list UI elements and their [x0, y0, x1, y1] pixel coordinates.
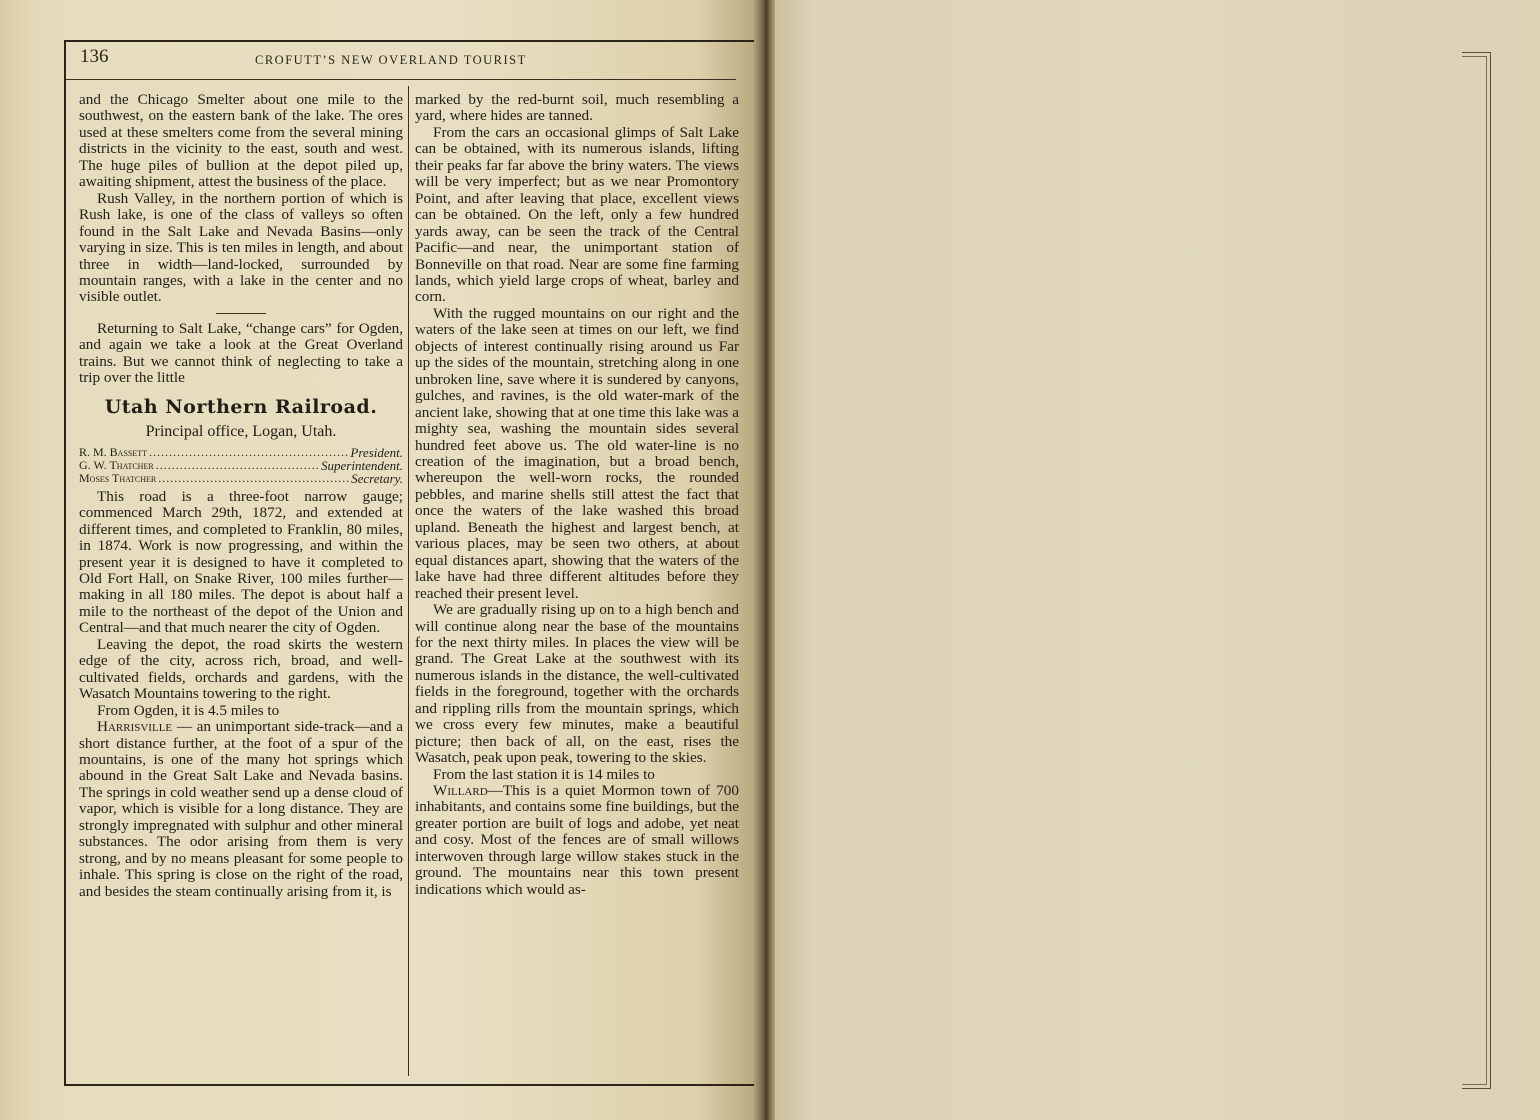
leader-dots — [156, 459, 319, 472]
officer-role: Secretary. — [351, 470, 403, 486]
paragraph: From the last station it is 14 miles to — [433, 765, 655, 783]
page-border-bottom — [64, 1084, 752, 1085]
page-number: 136 — [80, 46, 109, 67]
officer-row — [79, 472, 403, 485]
paragraph: With the rugged mountains on our right and the waters of the lake seen at times on our left, we find objects of interest continually rising around us Far up the sides of the mountain, stretching along in one unbroken line, save where it is sundered by canyons, gulches, and ravines, is the old water-mark of the ancient lake, showing that at one time this lake was a mighty sea, washing the mountain sides several hundred feet above us. The old water-line is no creation of the imagination, but a broad bench, whereupon the well-worn rocks, the rounded pebbles, and marine shells still attest the fact that once the waters of the lake washed this broad upland. Beneath the highest and largest bench, at various places, may be seen two others, at about equal distances apart, showing that the waters of the lake have had three different altitudes before they reached their present level. — [415, 304, 739, 602]
header-rule — [66, 79, 736, 80]
officer-row — [79, 459, 403, 472]
paragraph: We are gradually rising up on to a high bench and will continue along near the base of the mountains for the next thirty miles. In places the view will be grand. The Great Lake at the southwest with its numerous islands in the distance, the well-cultivated fields in the foreground, together with the orchards and rippling rills from the mountain springs, which we cross every few minutes, make a beautiful picture; then back of all, on the east, rises the Wasatch, peak upon peak, towering to the skies. — [415, 601, 739, 767]
left-column — [79, 92, 403, 900]
paragraph: Leaving the depot, the road skirts the western edge of the city, across rich, broad, and well-cultivated fields, orchards and gardens, with the Wasatch Mountains towering to the right. — [79, 635, 403, 703]
leader-dots — [158, 472, 349, 485]
section-divider — [216, 313, 266, 314]
officer-role: Superintendent. — [321, 457, 403, 473]
station-name: Harrisville — [97, 718, 173, 736]
railroad-title: Utah Northern Railroad. — [104, 395, 378, 418]
officer-role: President. — [350, 444, 403, 460]
officer-row — [79, 446, 403, 459]
paragraph-text: —This is a quiet Mormon town of 700 inhabitants, and contains some fine buildings, but the greater portion are built of logs and adobe, yet neat and cosy. Most of the fences are of small willows interwoven through large willow stakes stuck in the ground. The mountains near this town present indications which would as- — [415, 782, 739, 898]
right-column — [415, 92, 739, 898]
officers-list — [79, 446, 403, 485]
leader-dots — [149, 446, 348, 459]
right-page-frame-inner — [1462, 56, 1487, 1085]
paragraph: Returning to Salt Lake, “change cars” for Ogden, and again we take a look at the Great Overland trains. But we cannot think of neglecting to take a trip over the little — [79, 319, 403, 387]
paragraph: Rush Valley, in the northern portion of which is Rush lake, is one of the class of valleys so often found in the Salt Lake and Nevada Basins—only varying in size. This is ten miles in length, and about three in width—land-locked, surrounded by mountain ranges, with a lake in the center and no visible outlet. — [79, 189, 403, 306]
paragraph: This road is a three-foot narrow gauge; commenced March 29th, 1872, and extended at different times, and completed to Franklin, 80 miles, in 1874. Work is now progressing, and within the present year it is designed to have it completed to Old Fort Hall, on Snake River, 100 miles further—making in all 180 miles. The depot is about half a mile to the northeast of the depot of the Union and Central—and that much nearer the city of Ogden. — [79, 487, 403, 637]
officer-name: G. W. Thatcher — [79, 457, 154, 472]
running-head: CROFUTT’S NEW OVERLAND TOURIST — [255, 53, 527, 67]
officer-name: R. M. Bassett — [79, 444, 148, 459]
right-page-blank — [775, 0, 1540, 1120]
officer-name: Moses Thatcher — [79, 470, 157, 485]
station-name: Willard — [433, 782, 488, 800]
paragraph: From the cars an occasional glimps of Salt Lake can be obtained, with its numerous islands, lifting their peaks far far above the briny waters. The views will be very imperfect; but as we near Promontory Point, and after leaving that place, excellent views can be obtained. On the left, only a few hundred yards away, can be seen the track of the Central Pacific—and near, the unimportant station of Bonneville on that road. Near are some fine farming lands, which yield large crops of wheat, barley and corn. — [415, 123, 739, 306]
page-header — [80, 46, 735, 68]
paragraph-text: — an unimportant side-track—and a short distance further, at the foot of a spur of the mountains, is one of the many hot springs which abound in the Great Salt Lake and Nevada basins. The springs in cold weather send up a dense cloud of vapor, which is visible for a long distance. They are strongly impregnated with sulphur and other mineral substances. The odor arising from them is very strong, and by no means pleasant for some people to inhale. This spring is close on the right of the road, and besides the steam continually arising from it, is — [79, 718, 403, 900]
paragraph: and the Chicago Smelter about one mile to the southwest, on the eastern bank of the lake. The ores used at these smelters come from the several mining districts in the vicinity to the east, south and west. The huge piles of bullion at the depot piled up, awaiting shipment, attest the business of the place. — [79, 91, 403, 191]
paragraph: From Ogden, it is 4.5 miles to — [97, 701, 280, 719]
paragraph — [79, 719, 403, 900]
column-divider — [408, 86, 409, 1076]
railroad-office: Principal office, Logan, Utah. — [145, 422, 337, 440]
paragraph — [415, 783, 739, 898]
paragraph: marked by the red-burnt soil, much resembling a yard, where hides are tanned. — [415, 91, 739, 125]
